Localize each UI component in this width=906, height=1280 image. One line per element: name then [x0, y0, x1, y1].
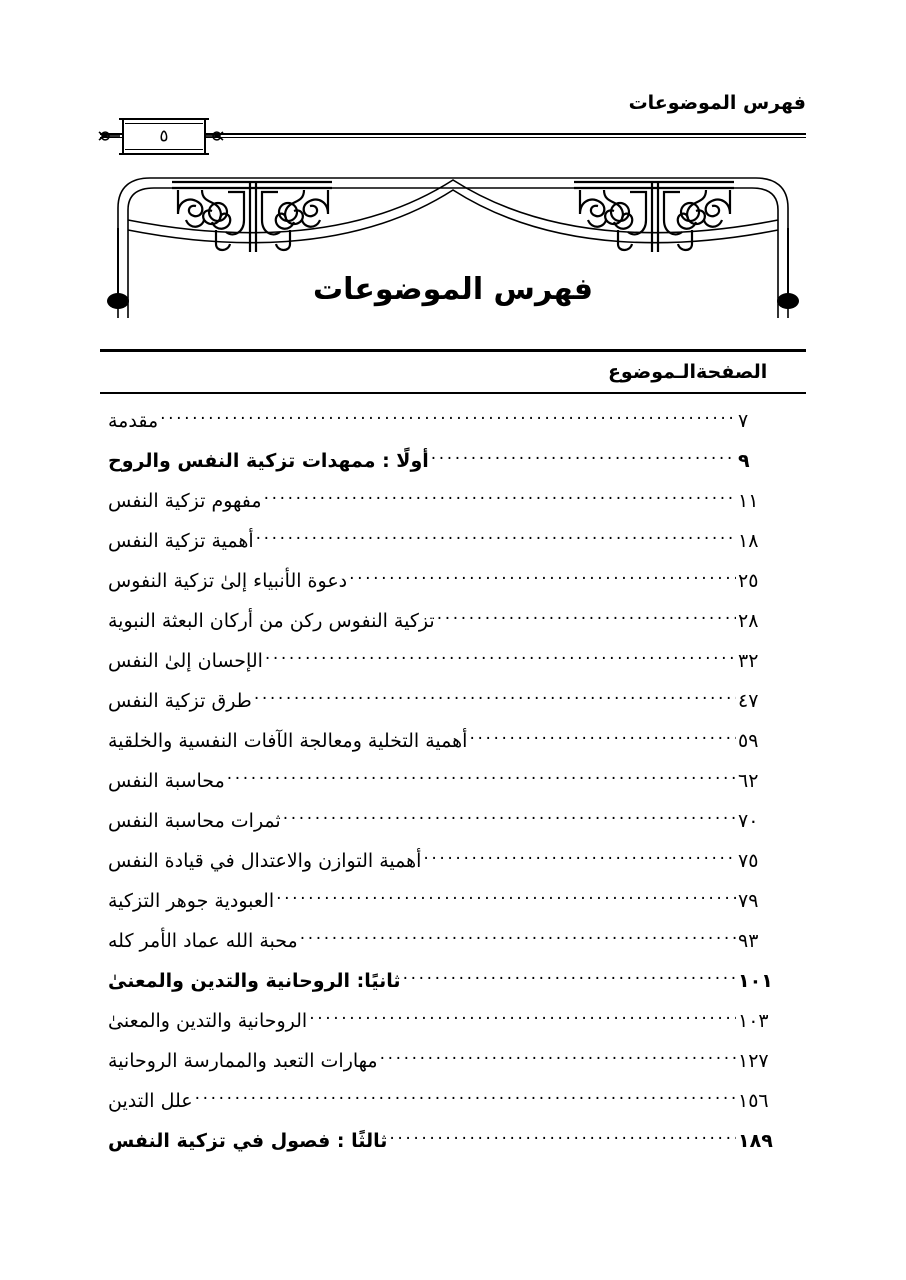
page-number-badge: [100, 112, 232, 162]
flourish-left-icon: [96, 123, 122, 149]
toc-entry-leader: [254, 688, 736, 707]
toc-entry-leader: [380, 1048, 736, 1067]
toc-entry-leader: [276, 888, 736, 907]
toc-entry-label: طرق تزكية النفس: [108, 690, 252, 712]
toc-entry-leader: [389, 1128, 736, 1147]
toc-header-subject: الـموضوع: [607, 361, 696, 383]
toc-entry-leader: [256, 528, 736, 547]
toc-entry-label: محبة الله عماد الأمر كله: [108, 930, 298, 952]
toc-entry[interactable]: [100, 528, 806, 568]
toc-entry[interactable]: [100, 968, 806, 1008]
toc-entry[interactable]: [100, 408, 806, 448]
toc-entry-page: ٧٩: [738, 890, 759, 912]
toc-entry-label: دعوة الأنبياء إلىٰ تزكية النفوس: [108, 570, 348, 592]
toc-entry-leader: [227, 768, 736, 787]
toc-table: [100, 349, 806, 1168]
running-header: [100, 92, 806, 154]
toc-entry-leader: [160, 408, 736, 427]
toc-entry-page: ٧: [738, 410, 749, 432]
toc-entry[interactable]: [100, 448, 806, 488]
toc-entry-leader: [349, 568, 736, 587]
arabesque-ornament-left: [172, 182, 332, 252]
toc-entry[interactable]: [100, 1048, 806, 1088]
toc-entry-leader: [309, 1008, 736, 1027]
toc-entry-label: محاسبة النفس: [108, 770, 225, 792]
toc-entry-label: أهمية التخلية ومعالجة الآفات النفسية والخلقية: [108, 730, 468, 752]
toc-entry-page: ٩٣: [738, 930, 759, 952]
toc-entry[interactable]: [100, 1088, 806, 1128]
page-number-inner-rule-top: [125, 123, 203, 124]
toc-entry-leader: [300, 928, 736, 947]
toc-entry-page: ٦٢: [738, 770, 759, 792]
toc-entry[interactable]: [100, 848, 806, 888]
toc-entry-leader: [469, 728, 736, 747]
toc-entry-page: ١٨: [738, 530, 759, 552]
arabesque-ornament-right: [574, 182, 734, 252]
toc-entry-label: ثمرات محاسبة النفس: [108, 810, 281, 832]
toc-entry-list: [100, 394, 806, 1168]
page-number-inner-rule-bottom: [125, 149, 203, 150]
toc-entry-page: ١٠٣: [738, 1010, 769, 1032]
toc-entry[interactable]: [100, 768, 806, 808]
toc-header-page: الصفحة: [696, 361, 768, 383]
toc-entry[interactable]: [100, 648, 806, 688]
toc-header-row: [100, 352, 806, 392]
toc-entry-page: ٢٥: [738, 570, 759, 592]
toc-entry-page: ١٥٦: [738, 1090, 769, 1112]
toc-entry-label: الإحسان إلىٰ النفس: [108, 650, 263, 672]
toc-entry-page: ٧٥: [738, 850, 759, 872]
toc-entry-page: ٤٧: [738, 690, 759, 712]
toc-entry-leader: [264, 488, 736, 507]
toc-entry-page: ١٢٧: [738, 1050, 769, 1072]
toc-entry-page: ٣٢: [738, 650, 759, 672]
toc-entry[interactable]: [100, 608, 806, 648]
toc-entry-leader: [403, 968, 736, 987]
toc-entry-leader: [423, 848, 736, 867]
toc-entry-page: ٩: [738, 450, 750, 472]
page-number-value: ٥: [159, 126, 169, 146]
toc-entry-leader: [265, 648, 736, 667]
toc-entry-label: تزكية النفوس ركن من أركان البعثة النبوية: [108, 610, 435, 632]
toc-entry-leader: [283, 808, 736, 827]
page-title: فهرس الموضوعات: [312, 272, 594, 307]
toc-entry-label: مقدمة: [108, 410, 159, 432]
toc-entry-label: علل التدين: [108, 1090, 193, 1112]
toc-entry-leader: [437, 608, 736, 627]
toc-entry-label: أولًا : ممهدات تزكية النفس والروح: [108, 450, 429, 472]
toc-entry-leader: [195, 1088, 736, 1107]
toc-entry-label: مهارات التعبد والممارسة الروحانية: [108, 1050, 378, 1072]
toc-entry-label: أهمية تزكية النفس: [108, 530, 254, 552]
toc-entry-label: الروحانية والتدين والمعنىٰ: [108, 1010, 308, 1032]
toc-entry-label: أهمية التوازن والاعتدال في قيادة النفس: [108, 850, 422, 872]
toc-entry-label: ثانيًا: الروحانية والتدين والمعنىٰ: [108, 970, 401, 992]
toc-entry[interactable]: [100, 888, 806, 928]
toc-entry[interactable]: [100, 808, 806, 848]
page-number-frame: [122, 118, 206, 155]
toc-entry-page: ٥٩: [738, 730, 759, 752]
toc-entry-label: ثالثًا : فصول في تزكية النفس: [108, 1130, 388, 1152]
toc-entry[interactable]: [100, 928, 806, 968]
toc-entry-page: ٢٨: [738, 610, 759, 632]
toc-entry[interactable]: [100, 1008, 806, 1048]
toc-entry-page: ١٨٩: [738, 1130, 773, 1152]
toc-entry-page: ٧٠: [738, 810, 759, 832]
running-header-title: فهرس الموضوعات: [628, 92, 806, 114]
toc-entry-page: ١٠١: [738, 970, 773, 992]
toc-entry-label: مفهوم تزكية النفس: [108, 490, 262, 512]
toc-entry[interactable]: [100, 688, 806, 728]
toc-entry-leader: [431, 448, 736, 467]
toc-entry[interactable]: [100, 488, 806, 528]
toc-entry[interactable]: [100, 1128, 806, 1168]
toc-entry-page: ١١: [738, 490, 759, 512]
toc-entry[interactable]: [100, 728, 806, 768]
toc-entry-label: العبودية جوهر التزكية: [108, 890, 275, 912]
toc-entry[interactable]: [100, 568, 806, 608]
